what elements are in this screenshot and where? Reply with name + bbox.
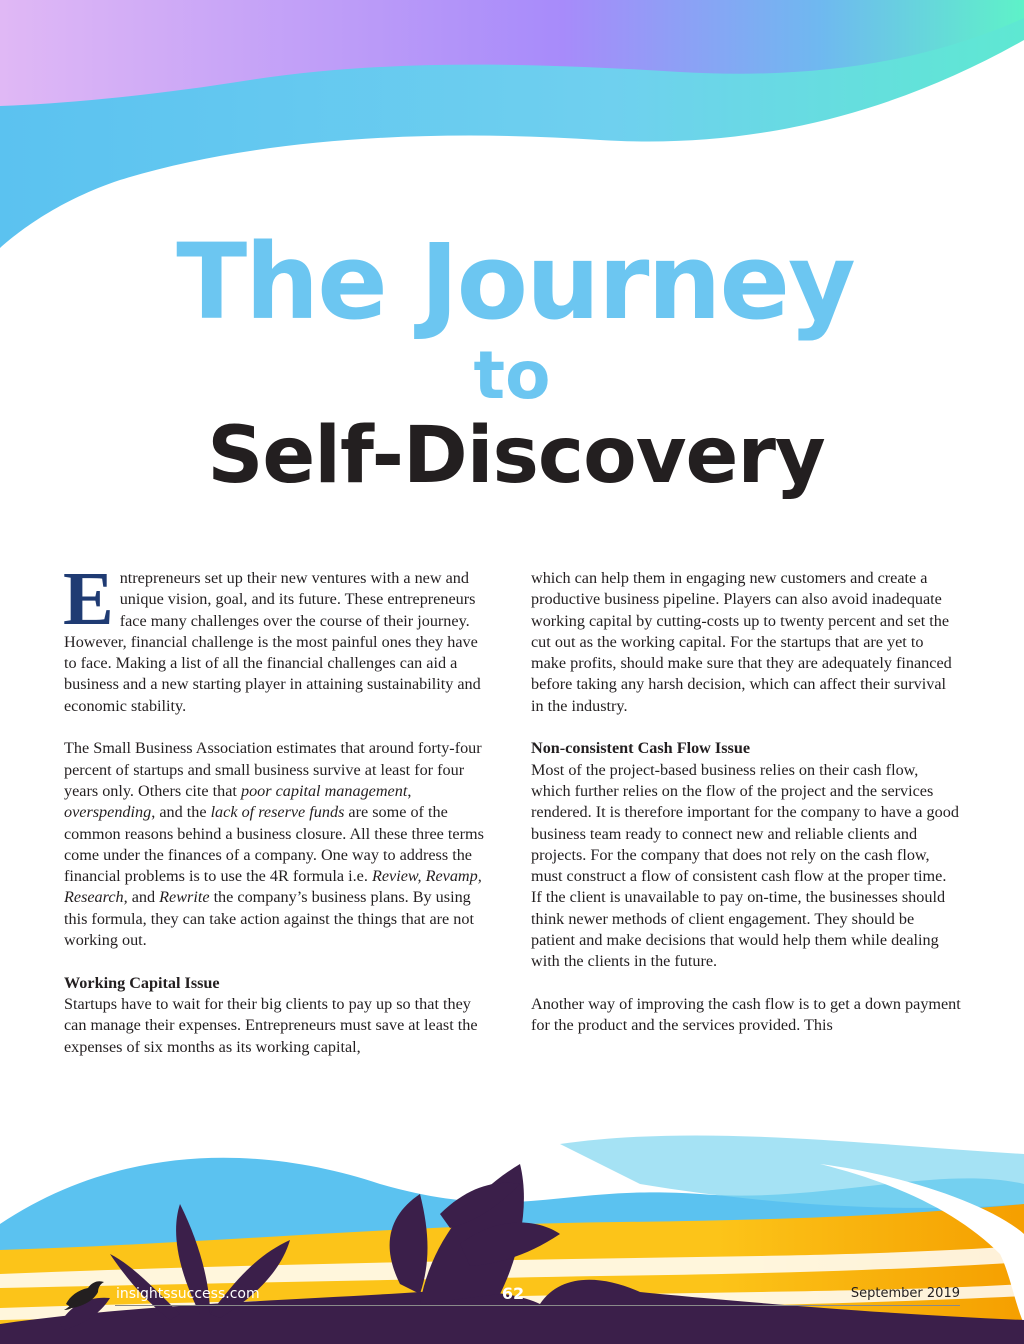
bottom-tropical-decoration	[0, 1124, 1024, 1344]
text-run: , and the	[151, 803, 211, 822]
text-run: and	[127, 888, 160, 907]
page-number: 62	[501, 1284, 525, 1303]
intro-paragraph	[63, 557, 494, 717]
paragraph-cash-flow: Most of the project-based business relies on their cash flow, which further relies on the flow of the project and the services rendered. It is therefore important for the company to have a good business team ready to connect new and reliable clients and projects. For the company that does not rely on the cash flow, must construct a flow of consistent cash flow at the proper time. If the client is unavailable to pay on-time, the businesses should think newer methods of client engagement. They should be patient and make decisions that would help them while dealing with the clients in the future.	[531, 760, 959, 971]
title-line-1: The Journey	[176, 221, 854, 343]
issue-date: September 2019	[850, 1286, 960, 1301]
text-run: The Small Business Association estimates that around forty-four percent of startups and small business survive at least for four years only. Others cite that	[64, 739, 482, 800]
paragraph-down-payment: Another way of improving the cash flow is to get a down payment for the product and the services provided. This	[531, 994, 961, 1035]
italic-run: poor capital management	[240, 781, 408, 800]
footer-rule	[115, 1305, 960, 1306]
article-title	[0, 222, 1024, 504]
text-run: are some of the common reasons behind a business closure. All these three terms come under the finances of a company. One way to address the financial problems is to use the 4R formula i.e.	[64, 803, 484, 886]
article-column-right	[531, 568, 961, 1058]
footer-website: insightssuccess.com	[116, 1286, 260, 1302]
italic-run: Review, Revamp, Research,	[64, 867, 482, 907]
paragraph-continuation: which can help them in engaging new customers and create a productive business pipeline. Players can also avoid inadequate working capital by cutting-costs up to twenty percent and set the cut out as the working capital. For the startups that are yet to make profits, should make sure that they are adequately financed before taking any harsh decision, which can affect their survival in the industry.	[531, 569, 952, 715]
italic-run: lack of reserve funds	[210, 803, 345, 822]
text-run: ,	[407, 781, 412, 800]
title-line-3: Self-Discovery	[207, 411, 825, 501]
title-line-2: to	[473, 337, 551, 414]
italic-run: Rewrite	[159, 888, 210, 907]
paragraph-sba	[64, 738, 494, 951]
drop-cap: E	[63, 557, 114, 641]
paragraph-working-capital: Startups have to wait for their big clients to pay up so that they can manage their expenses. Entrepreneurs must save at least the expenses of six months as its working capital,	[64, 994, 478, 1056]
parrot-icon	[62, 1274, 108, 1312]
intro-text: ntrepreneurs set up their new ventures with a new and unique vision, goal, and its future. These entrepreneurs face many challenges over the course of their journey. However, financial challenge is the most painful ones they have to face. Making a list of all the financial challenges can aid a business and a new starting player in attaining sustainability and economic stability.	[64, 569, 481, 715]
text-run: the company’s business plans. By using this formula, they can take action against the things that are not working out.	[64, 888, 474, 950]
heading-cash-flow: Non-consistent Cash Flow Issue	[531, 739, 751, 758]
heading-working-capital: Working Capital Issue	[64, 973, 220, 992]
italic-run: overspending	[64, 803, 152, 822]
article-column-left	[63, 557, 494, 1079]
